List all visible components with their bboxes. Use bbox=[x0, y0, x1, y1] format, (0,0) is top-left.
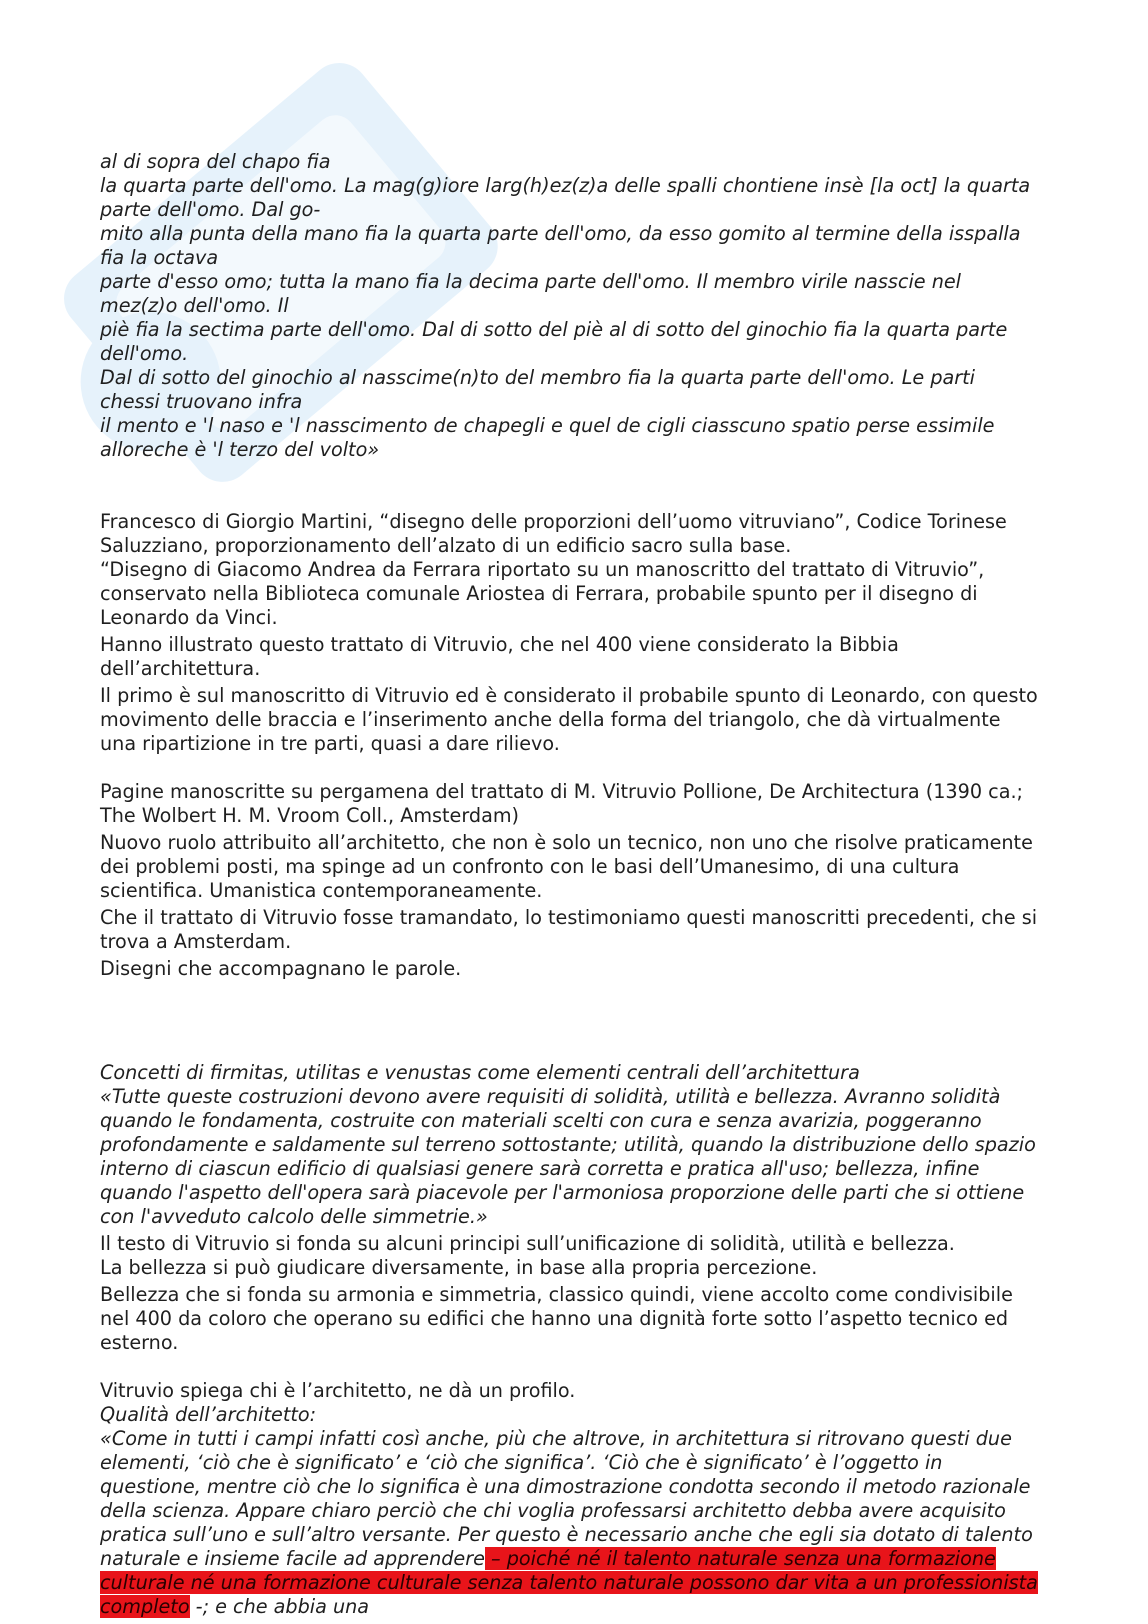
paragraph: Francesco di Giorgio Martini, “disegno delle proporzioni dell’uomo vitruviano”, Codice Torinese Saluzziano, proporzionamento dell’alzato di un edificio sacro sulla base. bbox=[100, 510, 1007, 557]
quote1-line: al di sopra del chapo fia bbox=[100, 150, 331, 173]
section-subheading: Qualità dell’architetto: bbox=[100, 1403, 317, 1426]
drawings-section bbox=[100, 510, 1040, 756]
quote1-line: piè fia la sectima parte dell'omo. Dal di sotto del piè al di sotto del ginochio fia la quarta parte dell'omo. bbox=[100, 318, 1008, 365]
architect-section bbox=[100, 1379, 1040, 1619]
firmitas-section bbox=[100, 1061, 1040, 1355]
paragraph: La bellezza si può giudicare diversamente, in base alla propria percezione. bbox=[100, 1256, 818, 1279]
quote1-line: mito alla punta della mano fia la quarta parte dell'omo, da esso gomito al termine della isspalla fia la octava bbox=[100, 222, 1021, 269]
quote3-text: «Come in tutti i campi infatti così anche, più che altrove, in architettura si ritrovano questi due elementi, ‘ciò che è significato’ e ‘ciò che significa’. ‘Ciò che è significato’ è l’oggetto in questione, mentre ciò che lo significa è una dimostrazione condotta secondo il metodo razionale della scienza. Appare chiaro perciò che chi voglia professarsi architetto debba avere acquisito pratica sull’uno e sull’altro versante. Per questo è necessario anche che egli sia dotato di talento naturale e insieme facile ad apprendere bbox=[100, 1427, 1033, 1570]
paragraph: Bellezza che si fonda su armonia e simmetria, classico quindi, viene accolto come condivisibile nel 400 da coloro che operano su edifici che hanno una dignità forte sotto l’aspetto tecnico ed esterno. bbox=[100, 1283, 1013, 1354]
vitruvius-quote-2: «Tutte queste costruzioni devono avere requisiti di solidità, utilità e bellezza. Avranno solidità quando le fondamenta, costruite con materiali scelti con cura e senza avarizia, poggeranno profondamente e saldamente sul terreno sottostante; utilità, quando la distribuzione dello spazio interno di ciascun edificio di qualsiasi genere sarà corretta e pratica all'uso; bellezza, infine quando l'aspetto dell'opera sarà piacevole per l'armoniosa proporzione delle parti che si ottiene con l'avveduto calcolo delle simmetrie.» bbox=[100, 1085, 1036, 1228]
quote3-text-end: -; e che abbia una bbox=[189, 1595, 370, 1618]
paragraph: Che il trattato di Vitruvio fosse tramandato, lo testimoniamo questi manoscritti precedenti, che si trova a Amsterdam. bbox=[100, 906, 1038, 953]
paragraph: “Disegno di Giacomo Andrea da Ferrara riportato su un manoscritto del trattato di Vitruvio”, conservato nella Biblioteca comunale Ariostea di Ferrara, probabile spunto per il disegno di Leonardo da Vinci. bbox=[100, 558, 985, 629]
paragraph: Nuovo ruolo attribuito all’architetto, che non è solo un tecnico, non uno che risolve praticamente dei problemi posti, ma spinge ad un confronto con le basi dell’Umanesimo, di una cultura scientifica. Umanistica contemporaneamente. bbox=[100, 831, 1033, 902]
paragraph: Il testo di Vitruvio si fonda su alcuni principi sull’unificazione di solidità, utilità e bellezza. bbox=[100, 1232, 955, 1255]
document-page bbox=[100, 150, 1040, 1619]
manuscript-section bbox=[100, 780, 1040, 981]
quote1-line: Dal di sotto del ginochio al nasscime(n)to del membro fia la quarta parte dell'omo. Le parti chessi truovano infra bbox=[100, 366, 975, 413]
vitruvius-quote-1 bbox=[100, 150, 1040, 462]
quote1-line: il mento e 'l naso e 'l nasscimento de chapegli e quel de cigli ciasscuno spatio perse essimile alloreche è 'l terzo del volto» bbox=[100, 414, 995, 461]
paragraph: Disegni che accompagnano le parole. bbox=[100, 957, 462, 980]
quote1-line: la quarta parte dell'omo. La mag(g)iore larg(h)ez(z)a delle spalli chontiene insè [la oct] la quarta parte dell'omo. Dal go- bbox=[100, 174, 1031, 221]
quote1-line: parte d'esso omo; tutta la mano fia la decima parte dell'omo. Il membro virile nasscie nel mez(z)o dell'omo. Il bbox=[100, 270, 962, 317]
section-heading: Concetti di firmitas, utilitas e venustas come elementi centrali dell’architettura bbox=[100, 1061, 860, 1084]
highlighted-text: – poiché né il talento naturale senza una formazione culturale né una formazione culturale senza talento naturale possono dar vita a un professionista completo bbox=[100, 1547, 1038, 1618]
vitruvius-quote-3 bbox=[100, 1427, 1040, 1619]
paragraph: Il primo è sul manoscritto di Vitruvio ed è considerato il probabile spunto di Leonardo, con questo movimento delle braccia e l’inserimento anche della forma del triangolo, che dà virtualmente una ripartizione in tre parti, quasi a dare rilievo. bbox=[100, 684, 1038, 755]
paragraph: Vitruvio spiega chi è l’architetto, ne dà un profilo. bbox=[100, 1379, 576, 1402]
paragraph: Hanno illustrato questo trattato di Vitruvio, che nel 400 viene considerato la Bibbia dell’architettura. bbox=[100, 633, 899, 680]
paragraph: Pagine manoscritte su pergamena del trattato di M. Vitruvio Pollione, De Architectura (1390 ca.; The Wolbert H. M. Vroom Coll., Amsterdam) bbox=[100, 780, 1024, 827]
